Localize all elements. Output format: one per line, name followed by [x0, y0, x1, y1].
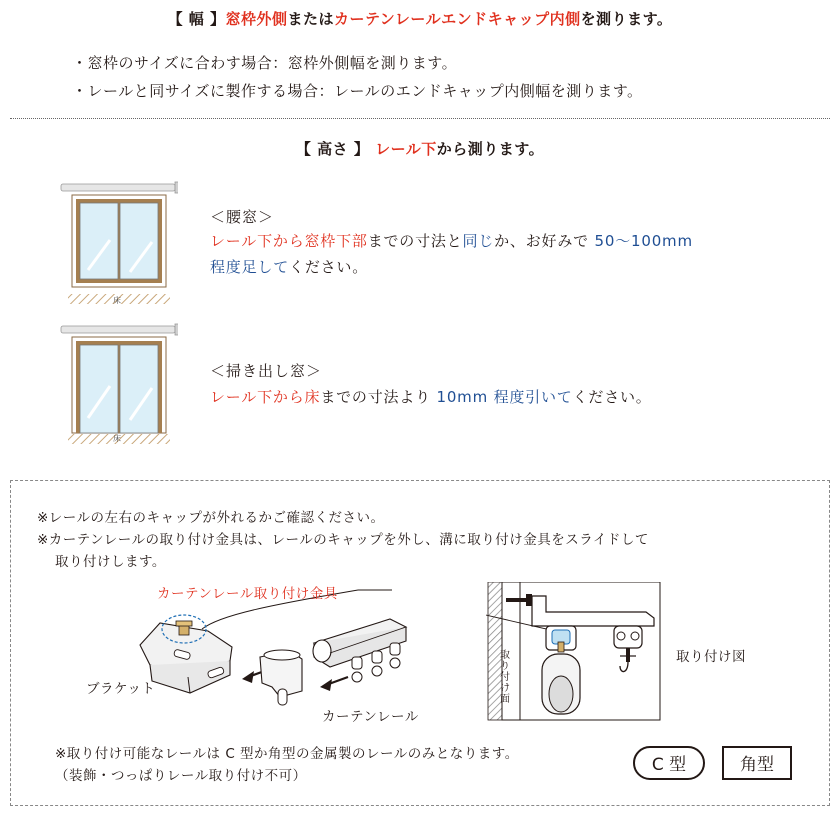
height-heading: [0, 138, 840, 159]
floor-mid-text: までの寸法より: [320, 388, 431, 406]
floor-blue-text: 10mm 程度引いて: [436, 388, 573, 406]
badge-c-type: C 型: [633, 746, 705, 780]
waist-same-text: 同じ: [462, 232, 495, 250]
waist-mid-text: までの寸法と: [367, 232, 463, 250]
width-bullet-2: ・レールと同サイズに製作する場合：レールのエンドキャップ内側幅を測ります。: [72, 82, 643, 100]
waist-window-illustration: [58, 180, 178, 308]
floor-window-title: ＜掃き出し窓＞: [210, 362, 323, 380]
bracket-rail-illustration: [130, 585, 430, 715]
section-divider: [10, 118, 830, 119]
wall-label: 取り付け面: [500, 650, 510, 705]
fitting-label: カーテンレール取り付け金具: [157, 586, 338, 602]
waist-add-text: 程度足して: [210, 258, 290, 276]
width-heading-bracket: 【 幅 】: [167, 10, 226, 28]
install-note-1: ※レールの左右のキャップが外れるかご確認ください。: [37, 510, 385, 526]
width-heading-endcap: カーテンレールエンドキャップ内側: [334, 10, 581, 28]
height-heading-rail: レール下: [375, 140, 437, 158]
waist-pref-text: か、お好みで: [494, 232, 589, 250]
floor-window-illustration: [58, 322, 178, 450]
waist-tail-text: ください。: [289, 258, 369, 276]
waist-red-text: レール下から窓枠下部: [210, 232, 368, 250]
floor-red-text: レール下から床: [210, 388, 321, 406]
width-heading-tail: を測ります。: [580, 10, 673, 28]
install-note-4: （装飾・つっぱりレール取り付け不可）: [55, 768, 307, 784]
install-note-2b: 取り付けします。: [55, 554, 166, 570]
waist-window-title: ＜腰窓＞: [210, 208, 275, 226]
rail-label: カーテンレール: [322, 709, 419, 725]
floor-window-line: [210, 386, 652, 407]
height-heading-bracket: 【 高さ 】: [295, 140, 370, 158]
floor-label-1: 床: [113, 296, 121, 305]
badge-square-type: 角型: [722, 746, 792, 780]
figure-label: 取り付け図: [676, 649, 746, 665]
width-heading: [0, 8, 840, 29]
install-note-3: ※取り付け可能なレールは C 型か角型の金属製のレールのみとなります。: [55, 746, 519, 762]
floor-label-2: 床: [113, 434, 121, 443]
waist-window-line1: [210, 230, 693, 251]
floor-tail-text: ください。: [572, 388, 652, 406]
width-heading-or: または: [287, 10, 335, 28]
install-note-2: ※カーテンレールの取り付け金具は、レールのキャップを外し、溝に取り付け金具をスライドして: [37, 532, 649, 548]
height-heading-tail: から測ります。: [436, 140, 545, 158]
waist-range-text: 50〜100mm: [594, 232, 693, 250]
bracket-label: ブラケット: [86, 681, 156, 697]
waist-window-line2: [210, 256, 368, 277]
width-heading-frame: 窓枠外側: [225, 10, 288, 28]
width-bullet-1: ・窓枠のサイズに合わす場合：窓枠外側幅を測ります。: [72, 54, 458, 72]
